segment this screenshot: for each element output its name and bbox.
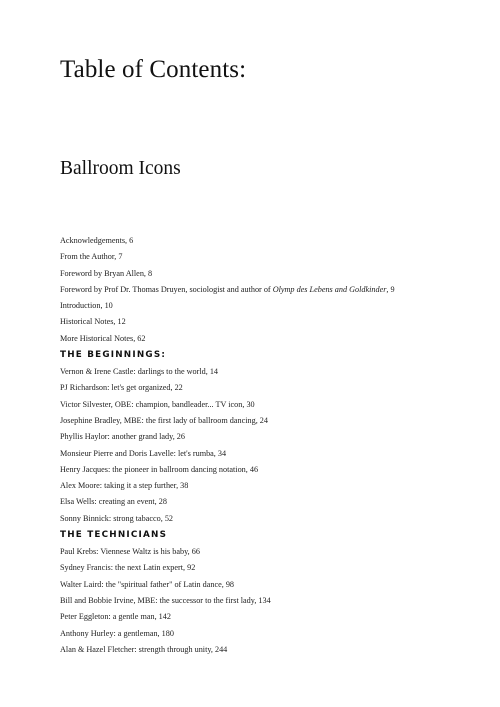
toc-entry: Monsieur Pierre and Doris Lavelle: let's rumba, 34 bbox=[60, 448, 227, 458]
book-titles-italic: Olymp des Lebens and Goldkinder bbox=[272, 284, 387, 294]
toc-entry-text: Foreword by Prof Dr. Thomas Druyen, sociologist and author of bbox=[60, 284, 273, 294]
toc-entry: Alan & Hazel Fletcher: strength through unity, 244 bbox=[60, 644, 228, 654]
toc-entry: Walter Laird: the "spiritual father" of Latin dance, 98 bbox=[60, 579, 235, 589]
toc-entry: Anthony Hurley: a gentleman, 180 bbox=[60, 628, 174, 638]
toc-entry: Phyllis Haylor: another grand lady, 26 bbox=[60, 432, 185, 442]
toc-entry-acknowledgements: Acknowledgements, 6 bbox=[60, 236, 134, 245]
toc-list bbox=[60, 236, 480, 661]
section-heading-technicians: THE TECHNICIANS bbox=[60, 530, 168, 541]
toc-entry-foreword-allen: Foreword by Bryan Allen, 8 bbox=[60, 268, 153, 278]
toc-entry: Vernon & Irene Castle: darlings to the world, 14 bbox=[60, 367, 219, 377]
page-title: Table of Contents: bbox=[60, 56, 247, 83]
toc-entry: Victor Silvester, OBE: champion, bandleader... TV icon, 30 bbox=[60, 399, 255, 409]
toc-entry-more-historical-notes: More Historical Notes, 62 bbox=[60, 333, 146, 343]
toc-entry: Peter Eggleton: a gentle man, 142 bbox=[60, 612, 171, 622]
toc-entry-page: , 9 bbox=[386, 284, 395, 294]
toc-entry: Henry Jacques: the pioneer in ballroom dancing notation, 46 bbox=[60, 464, 259, 474]
toc-entry: Elsa Wells: creating an event, 28 bbox=[60, 497, 167, 507]
toc-entry-from-the-author: From the Author, 7 bbox=[60, 252, 123, 262]
toc-entry: Sonny Binnick: strong tabacco, 52 bbox=[60, 513, 174, 523]
toc-entry-historical-notes: Historical Notes, 12 bbox=[60, 317, 126, 327]
toc-entry: Sydney Francis: the next Latin expert, 92 bbox=[60, 563, 196, 573]
toc-entry: Bill and Bobbie Irvine, MBE: the successor to the first lady, 134 bbox=[60, 595, 271, 605]
toc-entry: Alex Moore: taking it a step further, 38 bbox=[60, 481, 189, 491]
section-heading-beginnings: THE BEGINNINGS: bbox=[60, 350, 167, 361]
toc-entry: PJ Richardson: let's get organized, 22 bbox=[60, 383, 183, 393]
toc-entry: Paul Krebs: Viennese Waltz is his baby, 66 bbox=[60, 547, 200, 557]
book-title: Ballroom Icons bbox=[60, 158, 181, 179]
toc-entry-introduction: Introduction, 10 bbox=[60, 301, 113, 311]
toc-entry-foreword-druyen bbox=[60, 285, 480, 295]
toc-entry: Josephine Bradley, MBE: the first lady of ballroom dancing, 24 bbox=[60, 415, 268, 425]
